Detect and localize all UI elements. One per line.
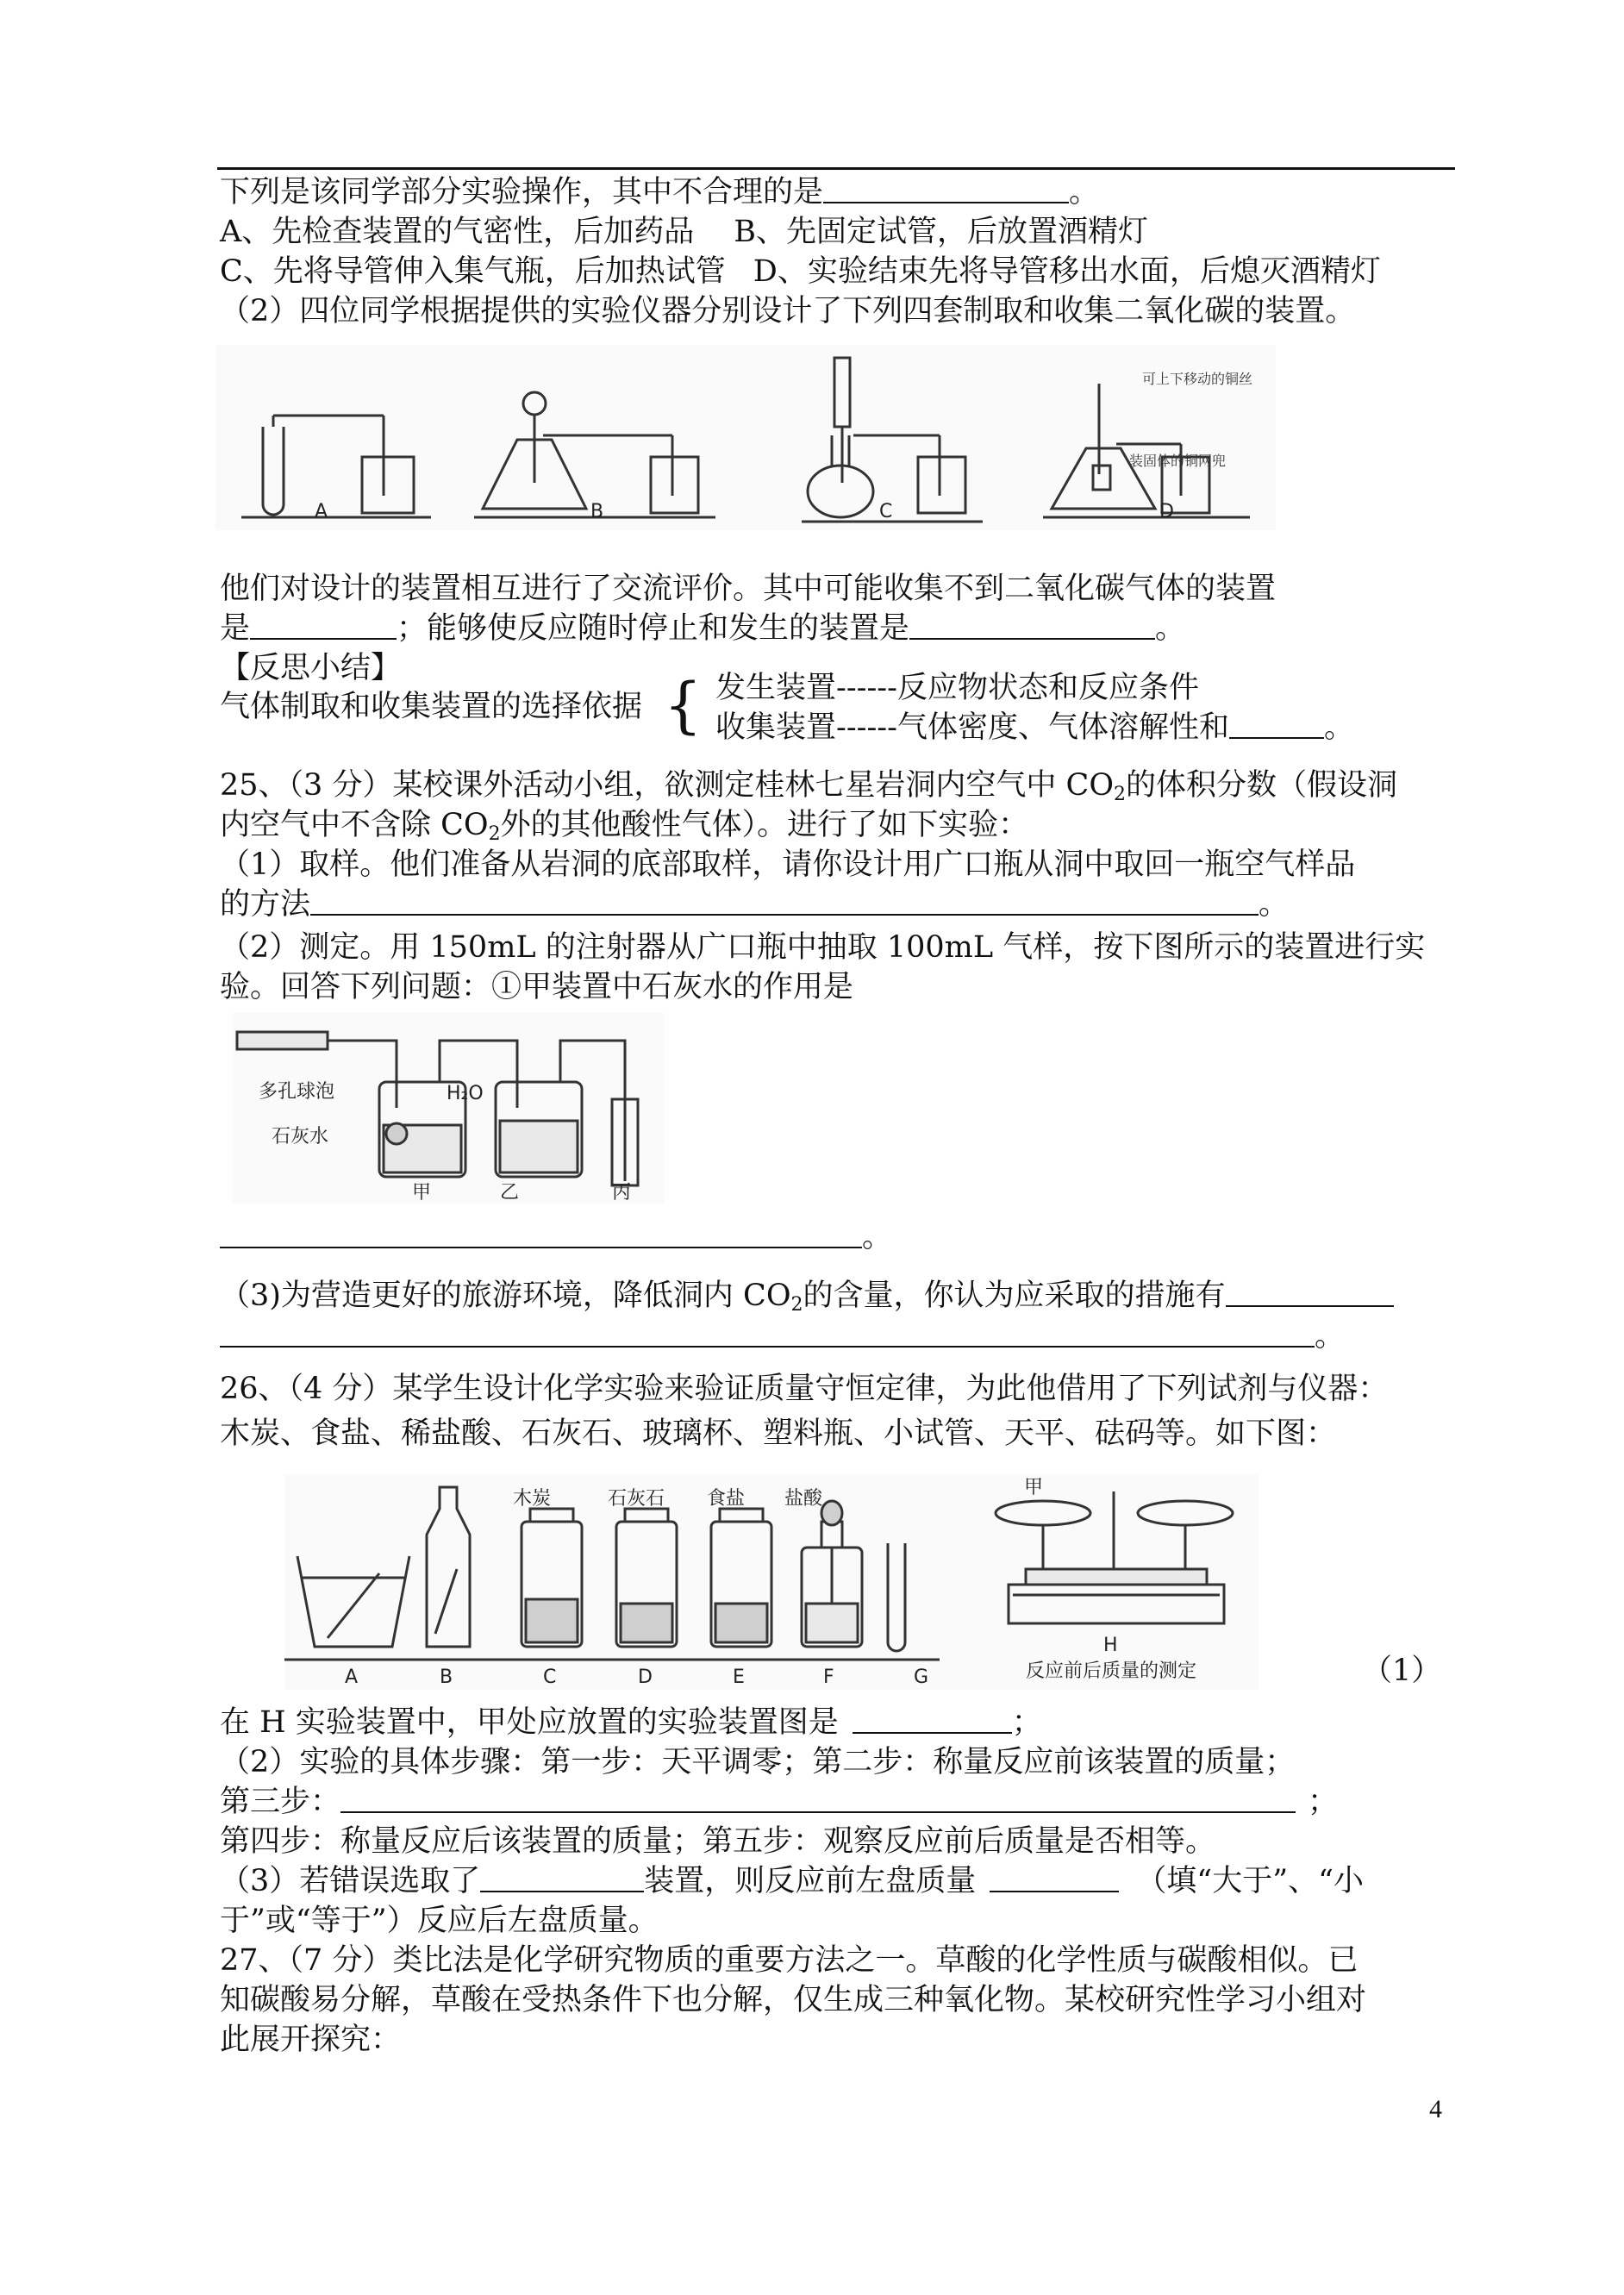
evaluation-line-2: 是 ；能够使反应随时停止和发生的装置是 。 <box>220 609 1185 648</box>
label-yi: 乙 <box>500 1182 520 1203</box>
label-d: D <box>1159 501 1174 522</box>
option-c: C、先将导管伸入集气瓶，后加热试管 <box>220 254 726 289</box>
answer-blank[interactable] <box>1229 708 1324 739</box>
reflection-row-1: 发生装置------反应物状态和反应条件 <box>715 671 1199 705</box>
label-e: E <box>733 1667 745 1688</box>
answer-blank[interactable] <box>220 1316 1315 1348</box>
label-a: A <box>345 1667 359 1688</box>
reflection-left: 气体制取和收集装置的选择依据 <box>220 690 643 724</box>
question-26-line-1: 26、（4 分）某学生设计化学实验来验证质量守恒定律，为此他借用了下列试剂与仪器： <box>220 1372 1389 1406</box>
mass-conservation-figure <box>284 1474 1259 1690</box>
charcoal-label: 木炭 <box>513 1488 552 1510</box>
salt-label: 食盐 <box>707 1488 746 1510</box>
option-a: A、先检查装置的气密性，后加药品 <box>220 215 695 249</box>
question-25-answer-line: 。 <box>220 1217 892 1257</box>
brace: { <box>664 670 703 741</box>
answer-blank[interactable] <box>480 1861 644 1892</box>
balance-jia-label: 甲 <box>1024 1477 1044 1498</box>
label-b: B <box>590 501 604 522</box>
question-25-line-2: 内空气中不含除 $CO_2$外的其他酸性气体）。进行了如下实验： <box>220 808 1029 845</box>
question-27-line-3: 此展开探究： <box>220 2023 402 2057</box>
label-c: C <box>879 501 893 522</box>
question-26-line-6: 第四步：称量反应后该装置的质量；第五步：观察反应前后质量是否相等。 <box>220 1824 1216 1859</box>
question-25-line-5: （2）测定。用 150mL 的注射器从广口瓶中抽取 100mL 气样，按下图所示的装置进行实 <box>220 930 1426 965</box>
page-number: 4 <box>1429 2095 1442 2123</box>
balance-caption: 反应前后质量的测定 <box>1026 1660 1197 1682</box>
answer-blank[interactable] <box>853 1703 1012 1734</box>
porous-bubble-label: 多孔球泡 <box>259 1081 335 1103</box>
question-26-line-8: 于”或“等于”）反应后左盘质量。 <box>220 1904 659 1938</box>
option-d: D、实验结束先将导管移出水面，后熄灭酒精灯 <box>753 254 1381 289</box>
label-jia: 甲 <box>412 1182 432 1203</box>
label-f: F <box>823 1667 834 1688</box>
answer-blank[interactable] <box>250 609 397 640</box>
answer-blank[interactable] <box>310 885 1259 916</box>
question-24-1-text: 下列是该同学部分实验操作，其中不合理的是 。 <box>220 172 1099 212</box>
question-25-line-4: 的方法 。 <box>220 885 1289 924</box>
label-d: D <box>638 1667 653 1688</box>
question-25-line-6: 验。回答下列问题：①甲装置中石灰水的作用是 <box>220 970 854 1004</box>
question-26-line-7: （3）若错误选取了 装置，则反应前左盘质量 （填“大于”、“小 <box>220 1861 1364 1901</box>
question-24-2-text: （2）四位同学根据提供的实验仪器分别设计了下列四套制取和收集二氧化碳的装置。 <box>220 294 1356 328</box>
answer-blank[interactable] <box>823 172 1069 203</box>
answer-blank[interactable] <box>220 1217 862 1248</box>
copper-mesh-label: 装固体的铜网兜 <box>1129 453 1227 469</box>
question-25-line-3: （1）取样。他们准备从岩洞的底部取样，请你设计用广口瓶从洞中取回一瓶空气样品 <box>220 847 1356 882</box>
question-26-line-2: 木炭、食盐、稀盐酸、石灰石、玻璃杯、塑料瓶、小试管、天平、砝码等。如下图： <box>220 1416 1337 1451</box>
answer-blank[interactable] <box>340 1782 1296 1813</box>
question-26-line-5: 第三步： ； <box>220 1782 1338 1822</box>
label-h: H <box>1103 1635 1118 1656</box>
answer-blank[interactable] <box>1226 1276 1394 1307</box>
label-b: B <box>440 1667 453 1688</box>
limewater-label: 石灰水 <box>272 1126 329 1148</box>
options-ab <box>220 212 1148 252</box>
label-c: C <box>543 1667 557 1688</box>
reflection-title: 【反思小结】 <box>220 651 402 685</box>
limestone-label: 石灰石 <box>608 1488 665 1510</box>
acid-label: 盐酸 <box>784 1488 823 1510</box>
label-bing: 丙 <box>612 1182 632 1203</box>
question-27-line-2: 知碳酸易分解，草酸在受热条件下也分解，仅生成三种氧化物。某校研究性学习小组对 <box>220 1983 1367 2017</box>
options-cd <box>220 252 1381 291</box>
evaluation-line-1: 他们对设计的装置相互进行了交流评价。其中可能收集不到二氧化碳气体的装置 <box>220 572 1277 606</box>
water-label: H₂O <box>447 1083 484 1104</box>
label-g: G <box>914 1667 929 1688</box>
question-25-line-9: 。 <box>220 1316 1345 1356</box>
question-26-line-3: 在 H 实验装置中，甲处应放置的实验装置图是 ； <box>220 1703 1042 1742</box>
header-rule <box>217 167 1455 170</box>
question-25-line-8: （3)为营造更好的旅游环境，降低洞内 $CO_2$的含量，你认为应采取的措施有 <box>220 1276 1394 1316</box>
question-26-line-4: （2）实验的具体步骤：第一步：天平调零；第二步：称量反应前该装置的质量； <box>220 1745 1296 1779</box>
question-27-line-1: 27、（7 分）类比法是化学研究物质的重要方法之一。草酸的化学性质与碳酸相似。已 <box>220 1943 1359 1978</box>
answer-blank[interactable] <box>909 609 1155 640</box>
label-a: A <box>315 501 328 522</box>
reflection-row-2: 收集装置------气体密度、气体溶解性和 。 <box>715 708 1354 747</box>
co2-measure-apparatus <box>233 1013 664 1203</box>
movable-copper-wire-label: 可上下移动的铜丝 <box>1142 371 1253 387</box>
option-b: B、先固定试管，后放置酒精灯 <box>734 215 1149 249</box>
question-25-line-1: 25、（3 分）某校课外活动小组，欲测定桂林七星岩洞内空气中 $CO_2$的体积分数（假设洞 <box>220 768 1398 805</box>
co2-apparatus-figure <box>215 345 1276 530</box>
question-26-part1-marker: （1） <box>1362 1654 1442 1688</box>
answer-blank[interactable] <box>990 1861 1119 1892</box>
